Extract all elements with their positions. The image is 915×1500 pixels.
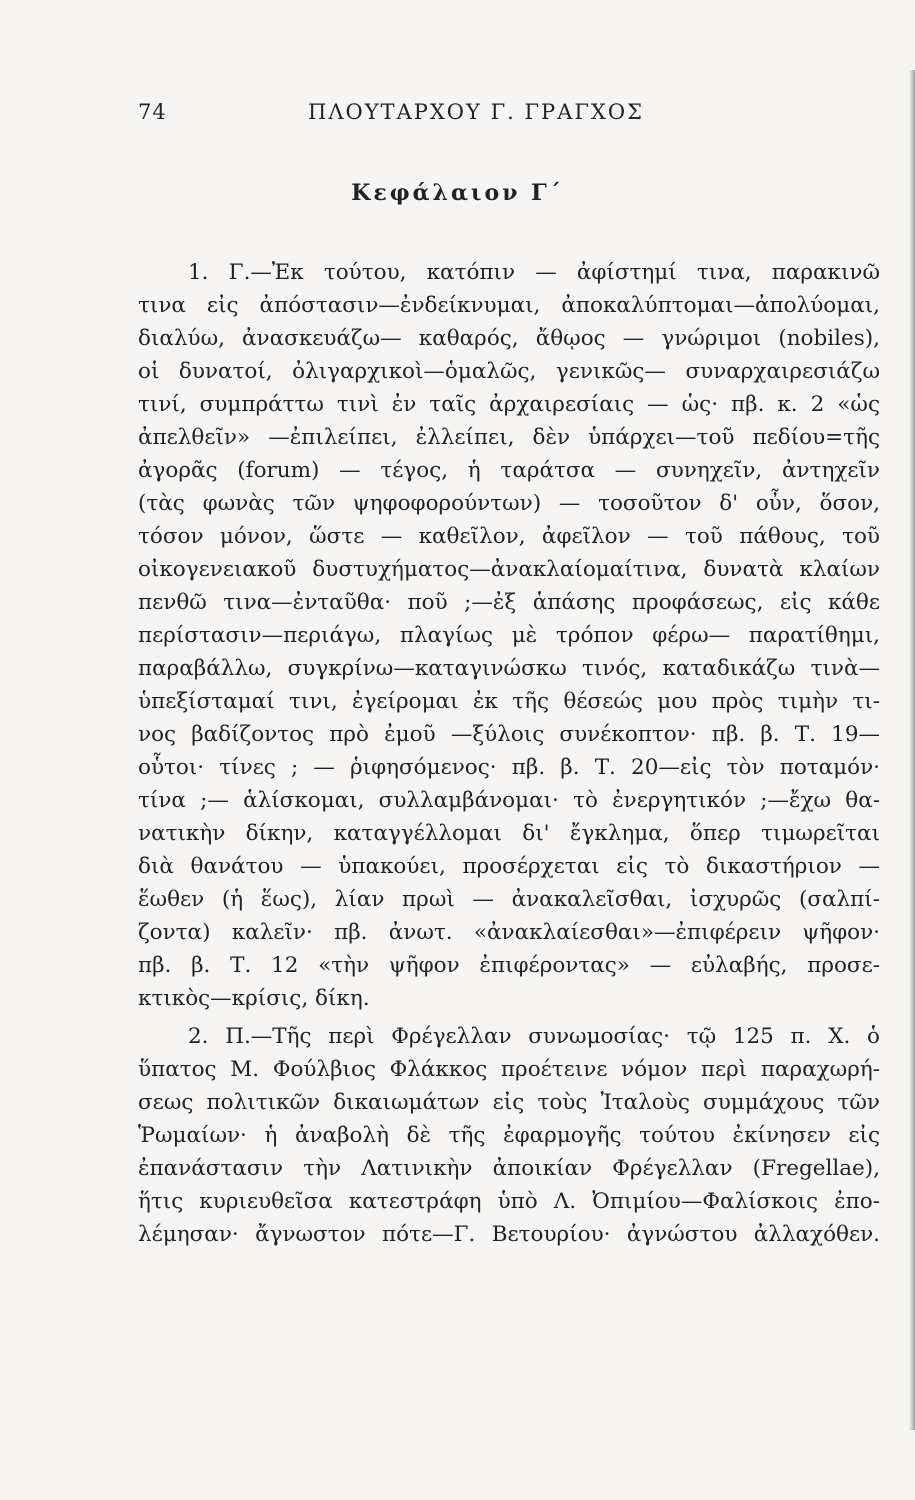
text-line: παραβάλλω, συγκρίνω—καταγινώσκω τινός, καταδικάζω τινὰ— xyxy=(138,656,880,681)
text-line: διὰ θανάτου — ὑπακούει, προσέρχεται εἰς τὸ δικαστήριον — xyxy=(138,854,880,879)
text-line: τόσον μόνον, ὥστε — καθεῖλον, ἀφεῖλον — τοῦ πάθους, τοῦ xyxy=(138,524,880,549)
text-line: ὑπεξίσταμαί τινι, ἐγείρομαι ἐκ τῆς θέσεώς μου πρὸς τιμὴν τι- xyxy=(138,689,880,714)
text-line: ἀπελθεῖν» —ἐπιλείπει, ἐλλείπει, δὲν ὑπάρχει—τοῦ πεδίου=τῆς xyxy=(138,425,880,450)
text-line: 1. Γ.—Ἐκ τούτου, κατόπιν — ἀφίστημί τινα, παρακινῶ xyxy=(188,260,880,285)
page-edge-shadow xyxy=(909,70,915,1430)
page-number: 74 xyxy=(138,100,167,124)
text-line: τίνα ;— ἁλίσκομαι, συλλαμβάνομαι· τὸ ἐνεργητικόν ;—ἔχω θα- xyxy=(138,788,880,813)
text-line: (τὰς φωνὰς τῶν ψηφοφορούντων) — τοσοῦτον δ' οὖν, ὅσον, xyxy=(138,491,880,516)
text-line: περίστασιν—περιάγω, πλαγίως μὲ τρόπον φέρω— παρατίθημι, xyxy=(138,623,880,648)
running-header xyxy=(138,100,798,136)
text-line: λέμησαν· ἄγνωστον πότε—Γ. Βετουρίου· ἀγνώστου ἀλλαχόθεν. xyxy=(138,1222,880,1247)
text-line: τινί, συμπράττω τινὶ ἐν ταῖς ἀρχαιρεσίαις — ὡς· πβ. κ. 2 «ὡς xyxy=(138,392,880,417)
text-line: σεως πολιτικῶν δικαιωμάτων εἰς τοὺς Ἰταλοὺς συμμάχους τῶν xyxy=(138,1090,880,1115)
text-line: ἥτις κυριευθεῖσα κατεστράφη ὑπὸ Λ. Ὀπιμίου—Φαλίσκοις ἐπο- xyxy=(138,1189,880,1214)
text-line: 2. Π.—Τῆς περὶ Φρέγελλαν συνωμοσίας· τῷ 125 π. Χ. ὁ xyxy=(188,1024,880,1049)
text-line: ζοντα) καλεῖν· πβ. ἀνωτ. «ἀνακλαίεσθαι»—ἐπιφέρειν ψῆφον· xyxy=(138,920,880,945)
text-line: πβ. β. Τ. 12 «τὴν ψῆφον ἐπιφέροντας» — εὐλαβής, προσε- xyxy=(138,953,880,978)
paragraph-2 xyxy=(138,1020,880,1251)
text-line: οὗτοι· τίνες ; — ῥιφησόμενος· πβ. β. Τ. 20—εἰς τὸν ποταμόν· xyxy=(138,755,880,780)
text-line: Ῥωμαίων· ἡ ἀναβολὴ δὲ τῆς ἐφαρμογῆς τούτου ἐκίνησεν εἰς xyxy=(138,1123,880,1148)
text-line: ὕπατος Μ. Φούλβιος Φλάκκος προέτεινε νόμον περὶ παραχωρή- xyxy=(138,1057,880,1082)
text-line: διαλύω, ἀνασκευάζω— καθαρός, ἄθῳος — γνώριμοι (nobiles), xyxy=(138,326,880,351)
text-line: νατικὴν δίκην, καταγγέλλομαι δι' ἔγκλημα, ὅπερ τιμωρεῖται xyxy=(138,821,880,846)
text-line: νος βαδίζοντος πρὸ ἐμοῦ —ξύλοις συνέκοπτον· πβ. β. Τ. 19— xyxy=(138,722,880,747)
text-line: ἐπανάστασιν τὴν Λατινικὴν ἀποικίαν Φρέγελλαν (Fregellae), xyxy=(138,1156,880,1181)
text-line: πενθῶ τινα—ἐνταῦθα· ποῦ ;—ἐξ ἁπάσης προφάσεως, εἰς κάθε xyxy=(138,590,880,615)
running-title: ΠΛΟΥΤΑΡΧΟΥ Γ. ΓΡΑΓΧΟΣ xyxy=(308,100,644,124)
text-line: κτικὸς—κρίσις, δίκη. xyxy=(138,986,370,1011)
paragraph-1 xyxy=(138,256,880,1015)
text-line: οἰκογενειακοῦ δυστυχήματος—ἀνακλαίομαίτινα, δυνατὰ κλαίων xyxy=(138,557,880,582)
text-line: ἀγορᾶς (forum) — τέγος, ἡ ταράτσα — συνηχεῖν, ἀντηχεῖν xyxy=(138,458,880,483)
text-line: ἕωθεν (ἡ ἕως), λίαν πρωὶ — ἀνακαλεῖσθαι, ἰσχυρῶς (σαλπί- xyxy=(138,887,880,912)
text-line: τινα εἰς ἀπόστασιν—ἐνδείκνυμαι, ἀποκαλύπτομαι—ἀπολύομαι, xyxy=(138,293,880,318)
chapter-heading: Κεφάλαιον Γ΄ xyxy=(351,180,564,206)
text-line: οἱ δυνατοί, ὀλιγαρχικοὶ—ὁμαλῶς, γενικῶς— συναρχαιρεσιάζω xyxy=(138,359,880,384)
body-text xyxy=(138,256,880,1251)
